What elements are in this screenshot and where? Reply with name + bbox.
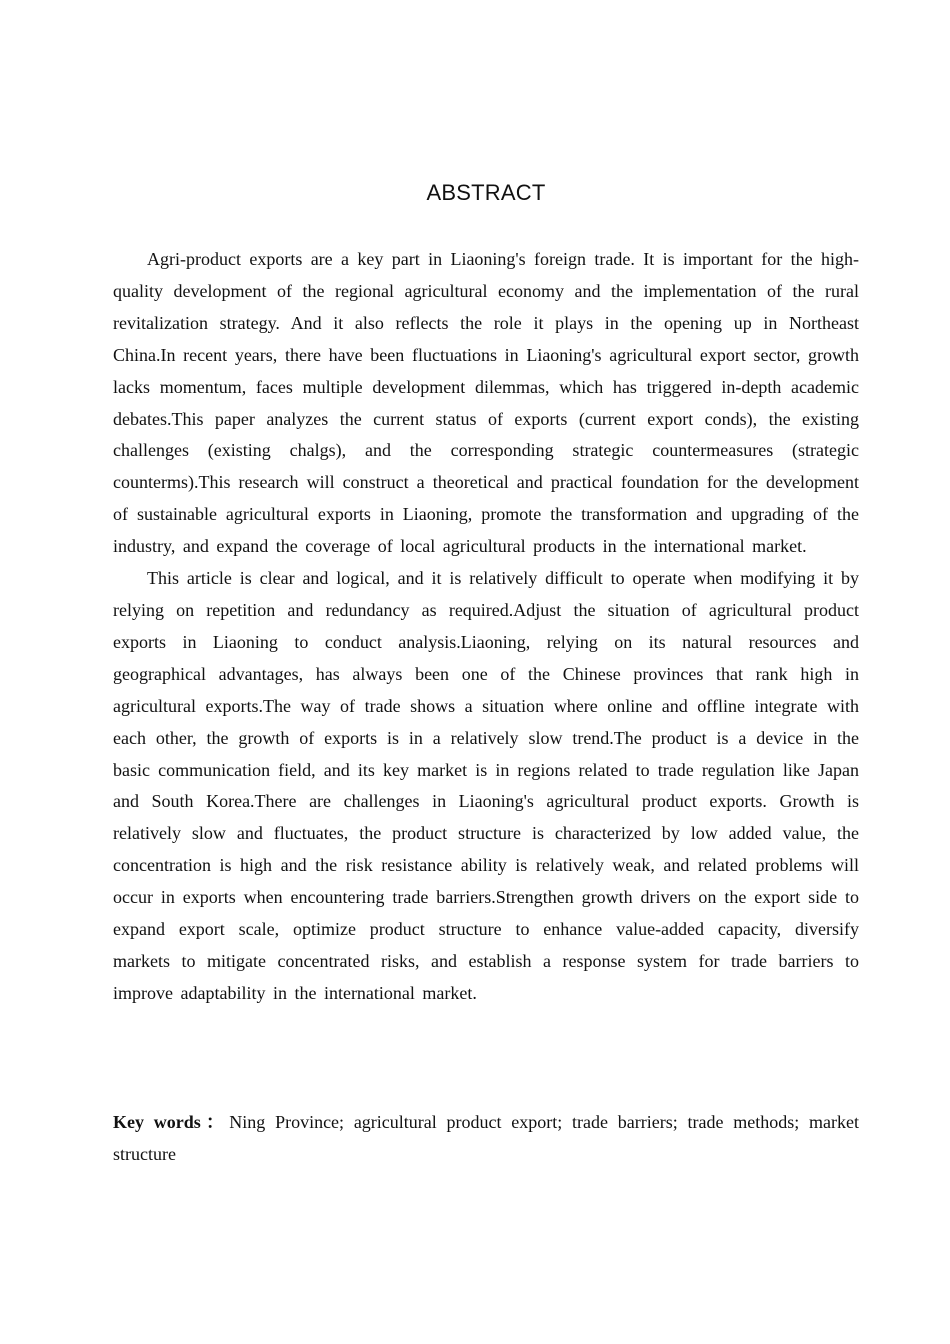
keywords-text: Ning Province; agricultural product export; trade barriers; trade methods; market structure xyxy=(113,1112,859,1164)
abstract-paragraph-2: This article is clear and logical, and it is relatively difficult to operate when modifying it by relying on repetition and redundancy as required.Adjust the situation of agricultural product exports in Liaoning to conduct analysis.Liaoning, relying on its natural resources and geographical advantages, has always been one of the Chinese provinces that rank high in agricultural exports.The way of trade shows a situation where online and offline integrate with each other, the growth of exports is in a relatively slow trend.The product is a device in the basic communication field, and its key market is in regions related to trade regulation like Japan and South Korea.There are challenges in Liaoning's agricultural product exports. Growth is relatively slow and fluctuates, the product structure is characterized by low added value, the concentration is high and the risk resistance ability is relatively weak, and related problems will occur in exports when encountering trade barriers.Strengthen growth drivers on the export side to expand export scale, optimize product structure to enhance value-added capacity, diversify markets to mitigate concentrated risks, and establish a response system for trade barriers to improve adaptability in the international market. xyxy=(113,568,859,1003)
abstract-title: ABSTRACT xyxy=(426,180,546,205)
keywords-line xyxy=(113,1106,859,1170)
keywords-label: Key words： xyxy=(113,1112,230,1132)
abstract-paragraph-1: Agri-product exports are a key part in Liaoning's foreign trade. It is important for the high-quality development of the regional agricultural economy and the implementation of the rural revitalization strategy. And it also reflects the role it plays in the opening up in Northeast China.In recent years, there have been fluctuations in Liaoning's agricultural export sector, growth lacks momentum, faces multiple development dilemmas, which has triggered in-depth academic debates.This paper analyzes the current status of exports (current export conds), the existing challenges (existing chalgs), and the corresponding strategic countermeasures (strategic counterms).This research will construct a theoretical and practical foundation for the development of sustainable agricultural exports in Liaoning, promote the transformation and upgrading of the industry, and expand the coverage of local agricultural products in the international market. xyxy=(113,249,859,557)
abstract-body xyxy=(113,244,859,1010)
